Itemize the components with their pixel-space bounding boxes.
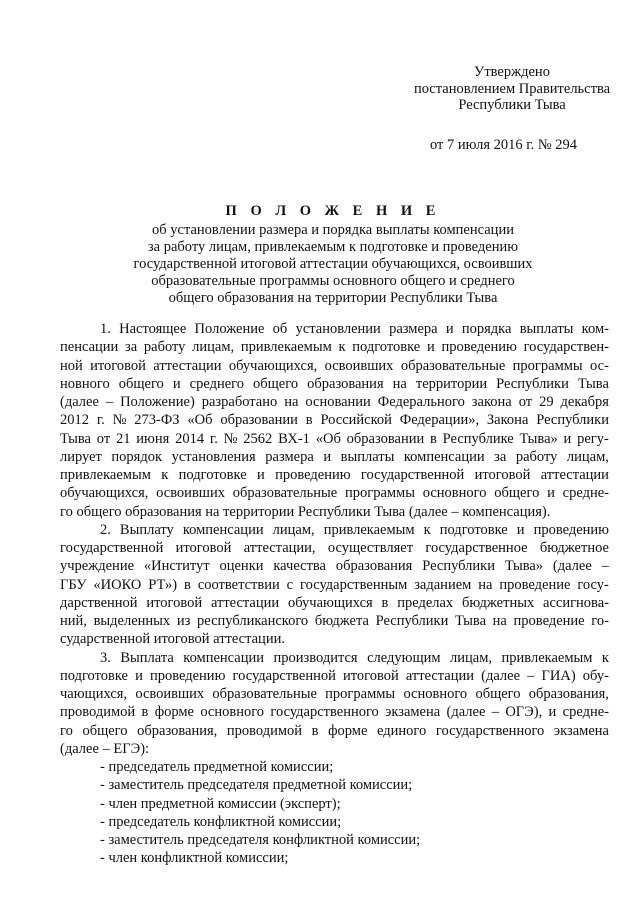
body-line: сударственной итоговой аттестации. <box>60 631 285 648</box>
title-heading: П О Л О Ж Е Н И Е <box>225 203 441 219</box>
document-body <box>60 320 609 868</box>
approval-line-3: Республики Тыва <box>458 97 566 113</box>
approval-date: от 7 июля 2016 г. № 294 <box>430 136 578 153</box>
body-line: го общего образования, проводимой в форме единого государственного экзамена <box>60 722 609 739</box>
body-line: проводимой в форме основного государственного экзамена (далее – ОГЭ), и средне- <box>60 704 609 721</box>
title-line: общего образования на территории Республики Тыва <box>168 290 498 306</box>
body-line: 2. Выплату компенсации лицам, привлекаемым к подготовке и проведению <box>100 521 609 538</box>
body-line: ГБУ «ИОКО РТ») в соответствии с государственным заданием на проведение госу- <box>60 576 609 593</box>
body-line: лирует порядок установления размера и выплаты компенсации за работу лицам, <box>60 448 609 465</box>
approval-line-2: постановлением Правительства <box>413 80 611 97</box>
list-item: - председатель предметной комиссии; <box>100 759 334 775</box>
body-line: подготовке и проведению государственной итоговой аттестации (далее – ГИА) обу- <box>60 667 609 684</box>
body-line: учреждение «Институт оценки качества образования Республики Тыва» (далее – <box>60 558 609 575</box>
body-line: 3. Выплата компенсации производится следующим лицам, привлекаемым к <box>100 649 609 666</box>
list-item: - заместитель председателя предметной комиссии; <box>100 777 413 794</box>
body-line: ной итоговой аттестации обучающихся, освоивших образовательные программы ос- <box>60 357 609 374</box>
list-item: - член конфликтной комиссии; <box>100 850 289 867</box>
body-line: (далее – ЕГЭ): <box>60 740 150 757</box>
body-line: дарственной итоговой аттестации обучающихся в пределах бюджетных ассигнова- <box>60 594 609 611</box>
body-line: 1. Настоящее Положение об установлении размера и порядка выплаты ком- <box>100 321 609 337</box>
body-line: 2012 г. № 273-ФЗ «Об образовании в Российской Федерации», Закона Республики <box>60 412 609 429</box>
approval-line-1: Утверждено <box>474 64 550 80</box>
body-line: (далее – Положение) разработано на основании Федерального закона от 29 декабря <box>60 394 609 410</box>
body-line: государственной итоговой аттестации, осуществляет государственное бюджетное <box>60 540 609 556</box>
approval-block <box>402 64 622 153</box>
body-line: ний, выделенных из республиканского бюджета Республики Тыва на проведение го- <box>60 613 609 629</box>
list-item: - председатель конфликтной комиссии; <box>100 813 342 830</box>
body-line: новного общего и среднего общего образования на территории Республики Тыва <box>60 375 609 392</box>
list-item: - член предметной комиссии (эксперт); <box>100 795 341 812</box>
body-line: обучающихся, освоивших образовательные программы основного общего и средне- <box>60 485 609 502</box>
body-line: Тыва от 21 июня 2014 г. № 2562 ВХ-1 «Об образовании в Республике Тыва» и регу- <box>60 430 609 447</box>
title-line: образовательные программы основного общего и среднего <box>151 273 515 289</box>
title-line: за работу лицам, привлекаемым к подготовке и проведению <box>147 239 519 255</box>
document-title <box>60 203 606 307</box>
body-line: пенсации за работу лицам, привлекаемым к подготовке и проведению государствен- <box>60 339 609 356</box>
title-line: государственной итоговой аттестации обучающихся, освоивших <box>133 256 533 272</box>
body-line: чающихся, освоивших образовательные программы основного общего образования, <box>60 686 609 702</box>
body-line: привлекаемым к подготовке и проведению государственной итоговой аттестации <box>60 467 609 483</box>
list-item: - заместитель председателя конфликтной комиссии; <box>100 832 421 848</box>
body-line: го общего образования на территории Республики Тыва (далее – компенсация). <box>60 503 551 520</box>
title-line: об установлении размера и порядка выплаты компенсации <box>152 222 514 238</box>
